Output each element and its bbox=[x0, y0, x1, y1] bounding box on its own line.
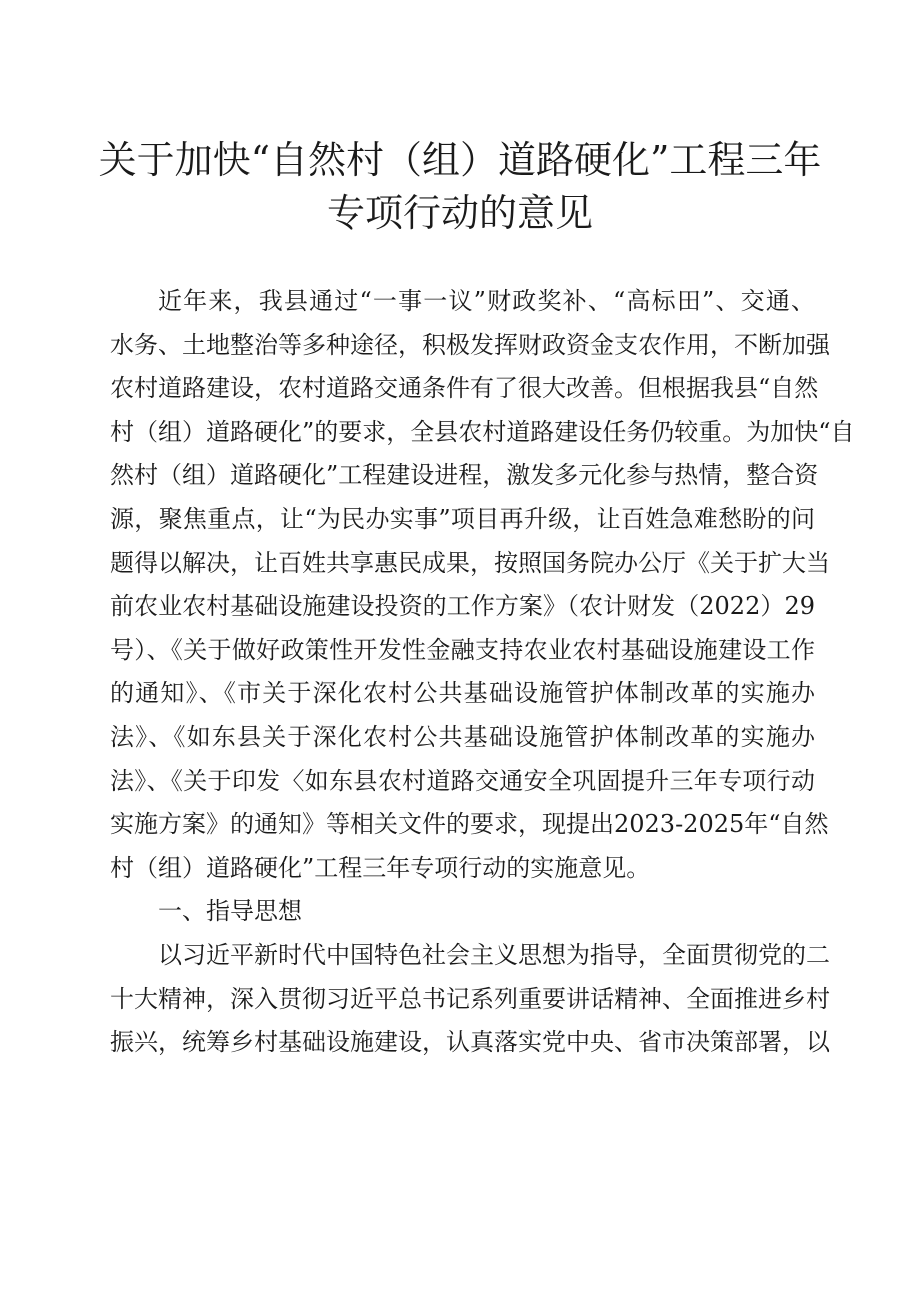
document-body bbox=[110, 280, 855, 1065]
paragraph-1-line: 号）、《关于做好政策性开发性金融支持农业农村基础设施建设工作 bbox=[110, 635, 815, 664]
section-heading-guiding-ideology: 一、指导思想 bbox=[158, 897, 302, 926]
paragraph-1-line: 的通知》、《市关于深化农村公共基础设施管护体制改革的实施办 bbox=[110, 679, 815, 708]
paragraph-1-line: 题得以解决，让百姓共享惠民成果，按照国务院办公厅《关于扩大当 bbox=[110, 548, 830, 577]
paragraph-1-line: 然村（组）道路硬化”工程建设进程，激发多元化参与热情，整合资 bbox=[110, 461, 819, 490]
paragraph-1-line: 村（组）道路硬化”的要求，全县农村道路建设任务仍较重。为加快“自 bbox=[110, 417, 855, 446]
paragraph-2-line: 十大精神，深入贯彻习近平总书记系列重要讲话精神、全面推进乡村 bbox=[110, 984, 830, 1013]
paragraph-2-line: 振兴，统筹乡村基础设施建设，认真落实党中央、省市决策部署，以 bbox=[110, 1028, 830, 1057]
paragraph-1-line: 法》、《关于印发〈如东县农村道路交通安全巩固提升三年专项行动 bbox=[110, 766, 815, 795]
paragraph-1-line: 农村道路建设，农村道路交通条件有了很大改善。但根据我县“自然 bbox=[110, 374, 819, 403]
paragraph-1-line: 村（组）道路硬化”工程三年专项行动的实施意见。 bbox=[110, 853, 651, 882]
paragraph-1-line: 水务、土地整治等多种途径，积极发挥财政资金支农作用，不断加强 bbox=[110, 330, 830, 359]
paragraph-1-line: 前农业农村基础设施建设投资的工作方案》（农计财发（2022）29 bbox=[110, 592, 815, 621]
paragraph-1-line: 法》、《如东县关于深化农村公共基础设施管护体制改革的实施办 bbox=[110, 722, 815, 751]
paragraph-1-line: 实施方案》的通知》等相关文件的要求，现提出2023-2025年“自然 bbox=[110, 810, 829, 839]
paragraph-1-line: 源，聚焦重点，让“为民办实事”项目再升级，让百姓急难愁盼的问 bbox=[110, 504, 815, 533]
document-title-line-2: 专项行动的意见 bbox=[326, 191, 593, 235]
paragraph-1-line: 近年来，我县通过“一事一议”财政奖补、“高标田”、交通、 bbox=[158, 287, 815, 315]
paragraph-2-line: 以习近平新时代中国特色社会主义思想为指导，全面贯彻党的二 bbox=[158, 940, 830, 969]
document-title-line-1: 关于加快“自然村（组）道路硬化”工程三年 bbox=[98, 138, 822, 182]
